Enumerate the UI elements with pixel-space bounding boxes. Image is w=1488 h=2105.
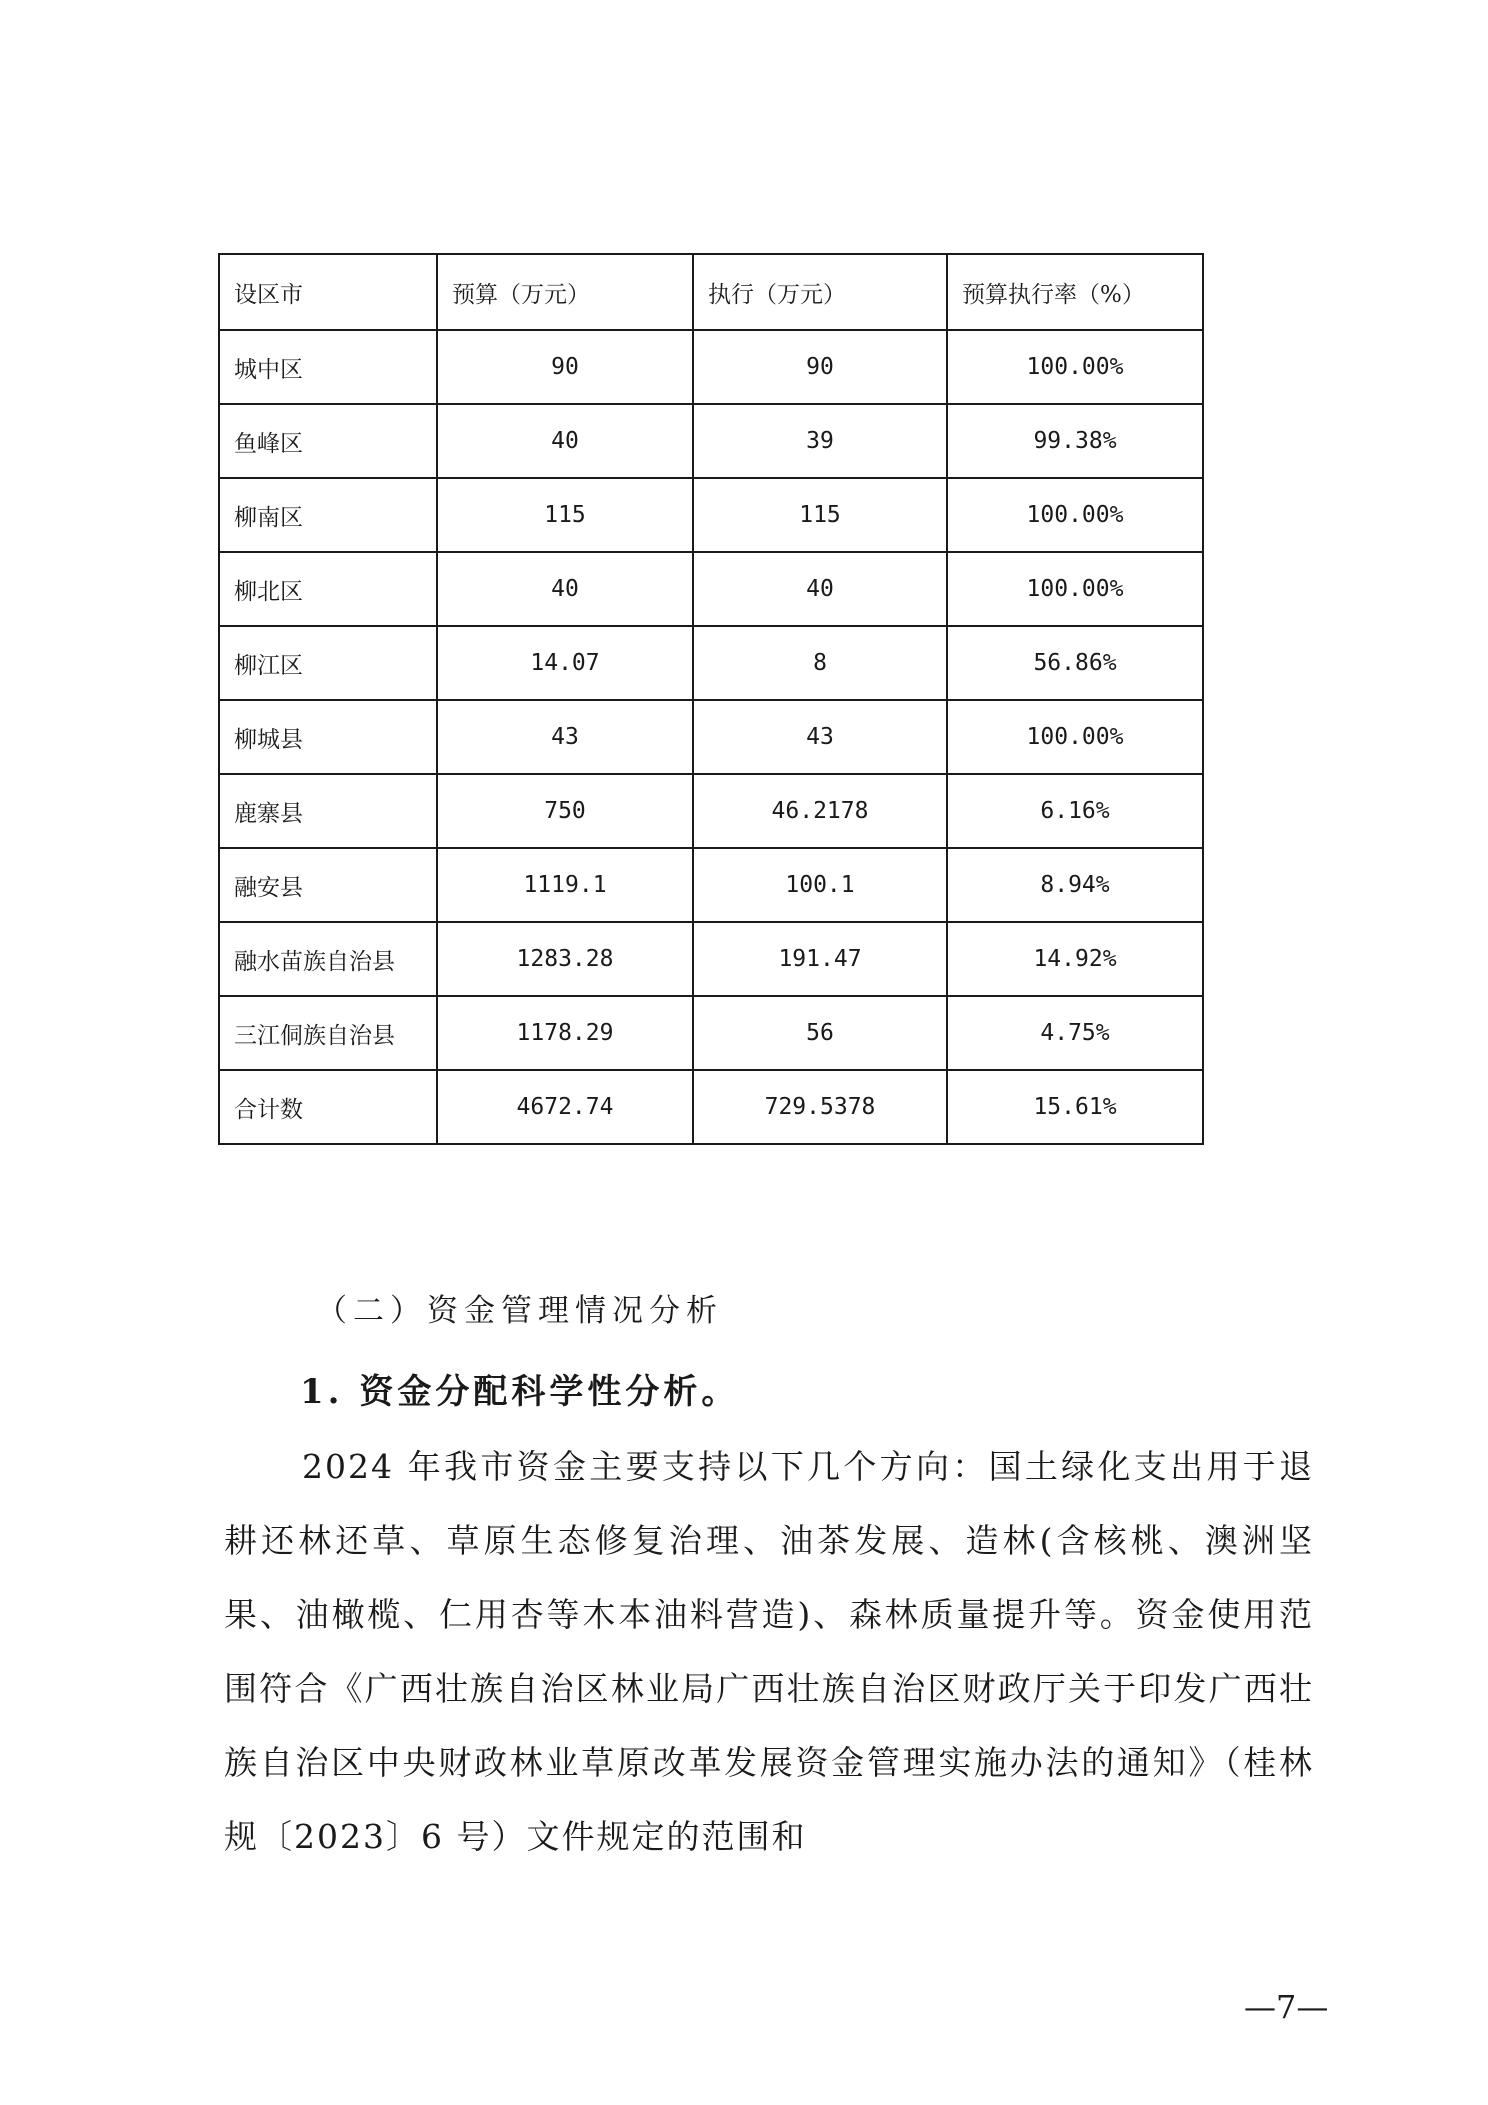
table-row	[219, 330, 1203, 404]
cell-district: 鱼峰区	[219, 404, 437, 478]
cell-district: 融安县	[219, 848, 437, 922]
cell-budget: 115	[437, 478, 693, 552]
page-number: —7—	[1244, 1988, 1329, 2026]
table-row	[219, 700, 1203, 774]
cell-district: 合计数	[219, 1070, 437, 1144]
cell-executed: 115	[693, 478, 947, 552]
cell-execution-rate: 100.00%	[947, 330, 1203, 404]
cell-executed: 46.2178	[693, 774, 947, 848]
table-row	[219, 552, 1203, 626]
cell-district: 三江侗族自治县	[219, 996, 437, 1070]
cell-execution-rate: 15.61%	[947, 1070, 1203, 1144]
cell-execution-rate: 99.38%	[947, 404, 1203, 478]
cell-execution-rate: 6.16%	[947, 774, 1203, 848]
cell-executed: 56	[693, 996, 947, 1070]
cell-execution-rate: 100.00%	[947, 478, 1203, 552]
cell-budget: 750	[437, 774, 693, 848]
cell-executed: 729.5378	[693, 1070, 947, 1144]
cell-budget: 43	[437, 700, 693, 774]
cell-budget: 14.07	[437, 626, 693, 700]
cell-budget: 90	[437, 330, 693, 404]
cell-executed: 40	[693, 552, 947, 626]
cell-execution-rate: 100.00%	[947, 700, 1203, 774]
cell-district: 鹿寨县	[219, 774, 437, 848]
table-row	[219, 996, 1203, 1070]
body-paragraph: 2024 年我市资金主要支持以下几个方向：国土绿化支出用于退耕还林还草、草原生态修复治理、油茶发展、造林(含核桃、澳洲坚果、油橄榄、仁用杏等木本油料营造)、森林质量提升等。资金使用范围符合《广西壮族自治区林业局广西壮族自治区财政厅关于印发广西壮族自治区中央财政林业草原改革发展资金管理实施办法的通知》（桂林规〔2023〕6 号）文件规定的范围和	[224, 1447, 1314, 1856]
cell-executed: 191.47	[693, 922, 947, 996]
cell-district: 融水苗族自治县	[219, 922, 437, 996]
cell-execution-rate: 100.00%	[947, 552, 1203, 626]
cell-executed: 90	[693, 330, 947, 404]
section-heading: （二）资金管理情况分析	[316, 1293, 723, 1329]
cell-district: 柳城县	[219, 700, 437, 774]
cell-executed: 43	[693, 700, 947, 774]
cell-district: 柳南区	[219, 478, 437, 552]
cell-execution-rate: 8.94%	[947, 848, 1203, 922]
table-row	[219, 774, 1203, 848]
header-district: 设区市	[219, 254, 437, 330]
cell-executed: 100.1	[693, 848, 947, 922]
cell-budget: 1178.29	[437, 996, 693, 1070]
table-row	[219, 848, 1203, 922]
table-row	[219, 404, 1203, 478]
cell-district: 柳北区	[219, 552, 437, 626]
cell-budget: 1119.1	[437, 848, 693, 922]
cell-execution-rate: 56.86%	[947, 626, 1203, 700]
cell-budget: 1283.28	[437, 922, 693, 996]
header-budget: 预算（万元）	[437, 254, 693, 330]
cell-budget: 4672.74	[437, 1070, 693, 1144]
cell-budget: 40	[437, 552, 693, 626]
cell-district: 城中区	[219, 330, 437, 404]
table-row	[219, 1070, 1203, 1144]
budget-table-container	[218, 253, 1202, 1145]
table-header-row	[219, 254, 1203, 330]
cell-execution-rate: 4.75%	[947, 996, 1203, 1070]
cell-execution-rate: 14.92%	[947, 922, 1203, 996]
table-row	[219, 922, 1203, 996]
budget-execution-table	[218, 253, 1204, 1145]
table-body	[219, 330, 1203, 1144]
table-row	[219, 478, 1203, 552]
cell-budget: 40	[437, 404, 693, 478]
header-execution-rate: 预算执行率（%）	[947, 254, 1203, 330]
header-executed: 执行（万元）	[693, 254, 947, 330]
table-row	[219, 626, 1203, 700]
cell-executed: 8	[693, 626, 947, 700]
cell-executed: 39	[693, 404, 947, 478]
cell-district: 柳江区	[219, 626, 437, 700]
sub-heading: 1. 资金分配科学性分析。	[300, 1372, 740, 1412]
